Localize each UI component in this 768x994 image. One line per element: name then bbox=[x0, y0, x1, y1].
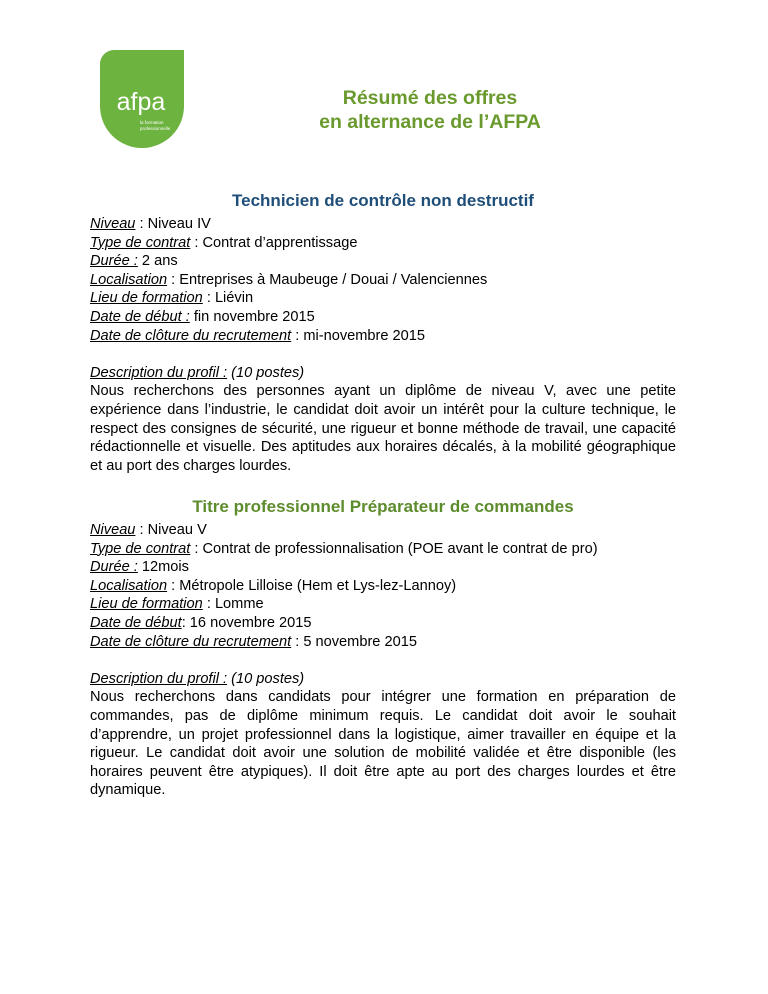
description-heading bbox=[90, 364, 690, 383]
description-text: Nous recherchons dans candidats pour intégrer une formation en préparation de commandes, pas de diplôme minimum requis. Le candidat doit avoir le souhait d’apprendre, un projet professionnel dans la logistique, aimer travailler en équipe et la rigueur. Le candidat doit avoir une solution de mobilité validée et être disponible (les horaires peuvent être atypiques). Il doit être apte au port des charges lourdes et être dynamique. bbox=[90, 689, 676, 799]
description-label: Description du profil : bbox=[90, 670, 228, 687]
afpa-logo bbox=[100, 50, 184, 150]
field-label: Type de contrat bbox=[90, 234, 191, 251]
field-label: Durée : bbox=[90, 253, 138, 270]
field-value: 2 ans bbox=[137, 253, 178, 270]
description-note: (10 postes) bbox=[227, 364, 305, 381]
field-label: Lieu de formation bbox=[90, 290, 203, 307]
logo-tagline-2: professionnelle bbox=[140, 126, 171, 131]
field-value: 12mois bbox=[137, 559, 189, 576]
field-value: : 16 novembre 2015 bbox=[181, 614, 312, 631]
field-label: Date de début : bbox=[90, 308, 190, 325]
field-label: Date de début bbox=[90, 614, 182, 631]
field-niveau bbox=[90, 215, 690, 234]
field-duree bbox=[90, 558, 690, 577]
field-date-cloture bbox=[90, 327, 690, 346]
description-text: Nous recherchons des personnes ayant un diplôme de niveau V, avec une petite expérience dans l’industrie, le candidat doit avoir un intérêt pour la culture technique, le respect des consignes de sécurité, une rigueur et bonne méthode de travail, une capacité rédactionnelle et visuelle. Des aptitudes aux horaires décalés, à la mobilité géographique et au port des charges lourdes. bbox=[90, 383, 676, 474]
field-value: : Contrat de professionnalisation (POE avant le contrat de pro) bbox=[190, 540, 598, 557]
offer-title: Titre professionnel Préparateur de commandes bbox=[192, 497, 574, 516]
field-date-debut bbox=[90, 614, 690, 633]
field-type-contrat bbox=[90, 234, 690, 253]
field-value: : mi-novembre 2015 bbox=[291, 327, 426, 344]
description-note: (10 postes) bbox=[227, 670, 305, 687]
field-label: Niveau bbox=[90, 522, 136, 538]
description-label: Description du profil : bbox=[90, 364, 228, 381]
offer-section bbox=[90, 190, 690, 475]
field-lieu-formation bbox=[90, 595, 690, 614]
field-label: Lieu de formation bbox=[90, 596, 203, 613]
field-lieu-formation bbox=[90, 289, 690, 308]
description-heading bbox=[90, 670, 690, 689]
page-title-line-1: Résumé des offres bbox=[342, 87, 518, 109]
field-duree bbox=[90, 252, 690, 271]
field-value: : Liévin bbox=[202, 290, 254, 307]
field-label: Niveau bbox=[90, 216, 136, 232]
field-label: Date de clôture du recrutement bbox=[90, 327, 292, 344]
field-value: fin novembre 2015 bbox=[189, 308, 315, 325]
field-value: : Métropole Lilloise (Hem et Lys-lez-Lannoy) bbox=[167, 577, 457, 594]
field-date-cloture bbox=[90, 633, 690, 652]
field-label: Date de clôture du recrutement bbox=[90, 633, 292, 650]
field-value: : Niveau IV bbox=[135, 216, 211, 232]
field-value: : Contrat d’apprentissage bbox=[190, 234, 358, 251]
field-label: Type de contrat bbox=[90, 540, 191, 557]
field-type-contrat bbox=[90, 540, 690, 559]
field-value: : Lomme bbox=[202, 596, 264, 613]
spacer bbox=[90, 345, 690, 364]
page-title bbox=[250, 86, 610, 134]
field-label: Localisation bbox=[90, 577, 168, 594]
offer-section bbox=[90, 496, 690, 800]
logo-tagline-1: la formation bbox=[140, 120, 164, 125]
spacer bbox=[90, 651, 690, 670]
field-label: Durée : bbox=[90, 559, 138, 576]
offer-title: Technicien de contrôle non destructif bbox=[232, 191, 534, 210]
field-localisation bbox=[90, 271, 690, 290]
field-niveau bbox=[90, 521, 690, 540]
field-value: : 5 novembre 2015 bbox=[291, 633, 417, 650]
logo-wordmark: afpa bbox=[116, 88, 166, 116]
field-label: Localisation bbox=[90, 271, 168, 288]
field-localisation bbox=[90, 577, 690, 596]
page-title-line-2: en alternance de l’AFPA bbox=[319, 111, 541, 133]
field-date-debut bbox=[90, 308, 690, 327]
field-value: : Niveau V bbox=[135, 522, 207, 538]
field-value: : Entreprises à Maubeuge / Douai / Valenciennes bbox=[167, 271, 488, 288]
